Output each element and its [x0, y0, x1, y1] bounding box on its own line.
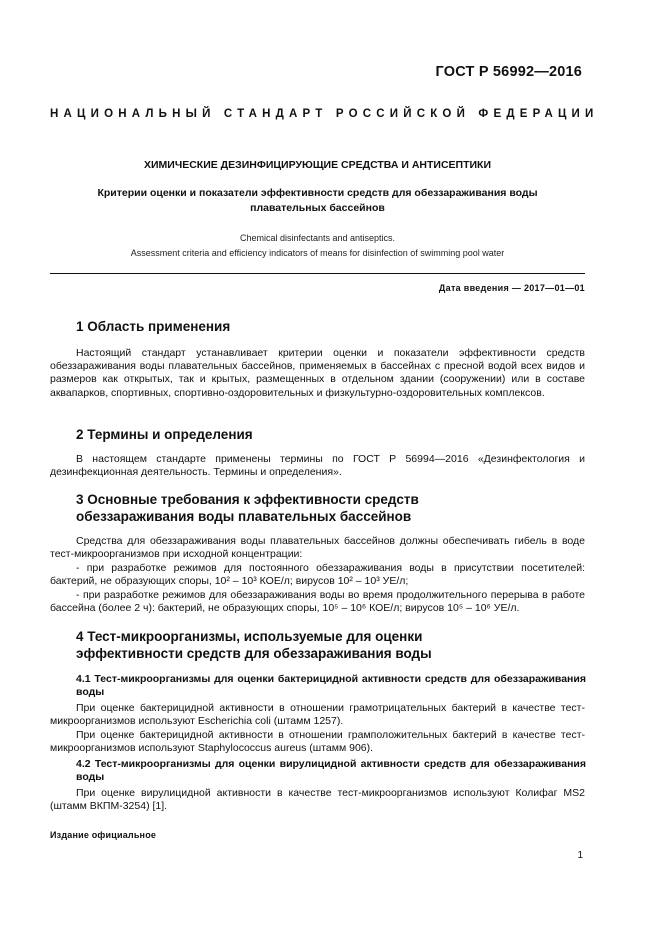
- document-subtitle: [50, 186, 585, 216]
- section-3-paragraph-3: - при разработке режимов для обеззараживания воды во время продолжительного перерыва в работе бассейна (более 2 ч): бактерий, не образующих споры, 10⁵ – 10⁶ КОЕ/л; вирусов 10⁵ – 10⁶ УЕ/л.: [50, 589, 585, 615]
- subsection-4-1-paragraph-2: При оценке бактерицидной активности в отношении грамположительных бактерий в качестве тест-микроорганизмов используют Staphylococcus aureus (штамм 906).: [50, 729, 585, 755]
- section-2-heading: 2 Термины и определения: [76, 427, 253, 442]
- official-edition-label: Издание официальное: [50, 830, 157, 840]
- section-4-heading-line-1: 4 Тест-микроорганизмы, используемые для оценки: [76, 629, 423, 644]
- page-number: 1: [577, 850, 583, 861]
- subtitle-line-2: плавательных бассейнов: [250, 202, 385, 214]
- section-3-heading-line-1: 3 Основные требования к эффективности средств: [76, 492, 419, 507]
- section-1-paragraph: Настоящий стандарт устанавливает критерии оценки и показатели эффективности средств обеззараживания воды плавательных бассейнов, применяемых в бассейнах с пресной водой всех видов и размеров как открытых, так и крытых, размещенных в отдельном здании (сооружении) или в составе аквапарков, спортивных, спортивно-оздоровительных и физкультурно-оздоровительных комплексов.: [50, 347, 585, 399]
- national-standard-banner: НАЦИОНАЛЬНЫЙ СТАНДАРТ РОССИЙСКОЙ ФЕДЕРАЦИИ: [50, 108, 599, 120]
- subsection-4-1-paragraph-1: При оценке бактерицидной активности в отношении грамотрицательных бактерий в качестве тест-микроорганизмов используют Escherichia coli (штамм 1257).: [50, 702, 585, 728]
- section-3-heading: [76, 491, 586, 525]
- horizontal-rule: [50, 273, 585, 274]
- section-4-heading: [76, 628, 586, 662]
- english-title-line-2: Assessment criteria and efficiency indicators of means for disinfection of swimming pool water: [130, 248, 505, 258]
- subsection-4-2-paragraph: При оценке вирулицидной активности в качестве тест-микроорганизмов используют Колифаг MS2 (штамм ВКПМ-3254) [1].: [50, 787, 585, 813]
- subsection-4-2-heading: 4.2 Тест-микроорганизмы для оценки вирулицидной активности средств для обеззараживания воды: [76, 758, 586, 783]
- section-3-heading-line-2: обеззараживания воды плавательных бассейнов: [76, 509, 412, 524]
- english-title-line-1: Chemical disinfectants and antiseptics.: [239, 233, 396, 243]
- subsection-4-1-heading: 4.1 Тест-микроорганизмы для оценки бактерицидной активности средств для обеззараживания воды: [76, 673, 586, 698]
- english-title: [50, 231, 585, 261]
- section-4-heading-line-2: эффективности средств для обеззараживания воды: [76, 646, 432, 661]
- subtitle-line-1: Критерии оценки и показатели эффективности средств для обеззараживания воды: [97, 187, 538, 199]
- section-3-paragraph-2: - при разработке режимов для постоянного обеззараживания воды в присутствии посетителей: бактерий, не образующих споры, 10² – 10³ КОЕ/л; вирусов 10² – 10³ УЕ/л;: [50, 562, 585, 588]
- document-main-title: ХИМИЧЕСКИЕ ДЕЗИНФИЦИРУЮЩИЕ СРЕДСТВА И АНТИСЕПТИКИ: [144, 159, 491, 171]
- section-3-paragraph-1: Средства для обеззараживания воды плавательных бассейнов должны обеспечивать гибель в воде тест-микроорганизмов при исходной концентрации:: [50, 535, 585, 561]
- section-2-paragraph: В настоящем стандарте применены термины по ГОСТ Р 56994—2016 «Дезинфектология и дезинфекционная деятельность. Термины и определения».: [50, 453, 585, 479]
- section-1-heading: 1 Область применения: [76, 319, 231, 334]
- introduction-date: Дата введения — 2017—01—01: [438, 283, 585, 293]
- gost-code: ГОСТ Р 56992—2016: [435, 64, 582, 80]
